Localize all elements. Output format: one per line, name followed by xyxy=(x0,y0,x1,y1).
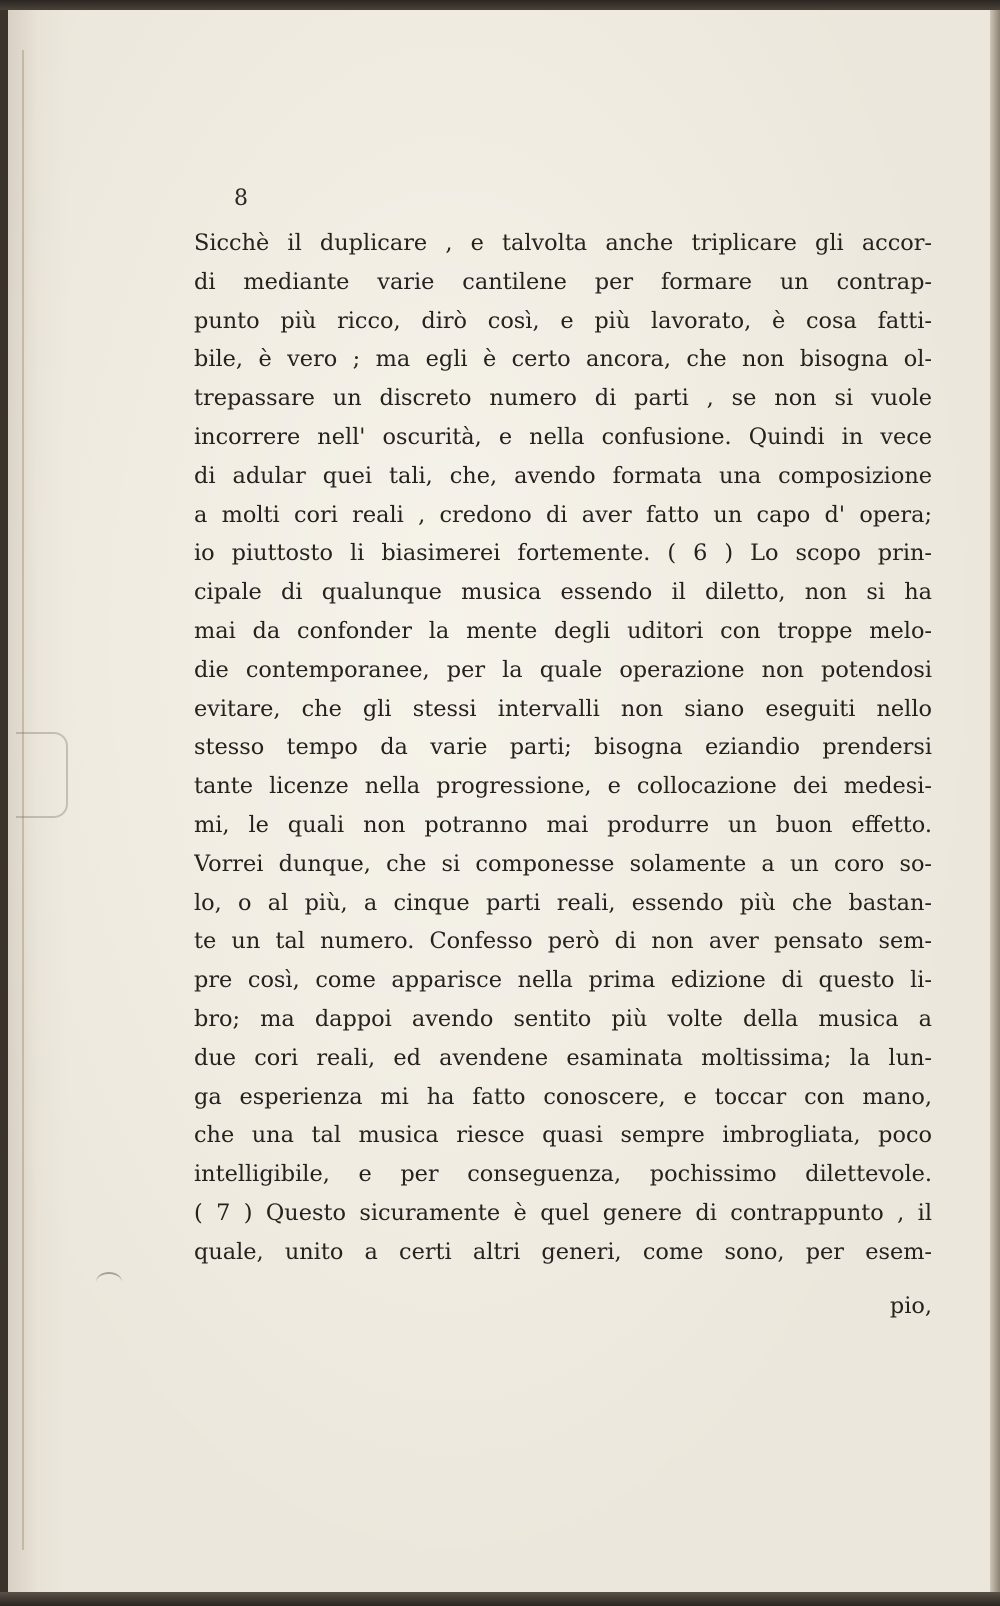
text-line: trepassare un discreto numero di parti , se non si vuole xyxy=(194,385,932,412)
text-line: Vorrei dunque, che si componesse solamente a un coro so- xyxy=(194,850,932,877)
text-line: di adular quei tali, che, avendo formata una composizione xyxy=(194,462,932,489)
text-line: cipale di qualunque musica essendo il diletto, non si ha xyxy=(194,579,932,606)
text-line: intelligibile, e per conseguenza, pochissimo dilettevole. xyxy=(194,1161,932,1188)
text-line: evitare, che gli stessi intervalli non siano eseguiti nello xyxy=(194,695,932,722)
scan-top-edge xyxy=(0,0,1000,10)
page-number: 8 xyxy=(234,186,248,211)
text-line: quale, unito a certi altri generi, come sono, per esem- xyxy=(194,1238,932,1265)
page-edge-right xyxy=(990,10,1000,1592)
ink-smudge xyxy=(96,1272,122,1292)
text-line: ( 7 ) Questo sicuramente è quel genere di contrappunto , il xyxy=(194,1199,932,1226)
text-line: lo, o al più, a cinque parti reali, essendo più che bastan- xyxy=(194,889,932,916)
text-line: te un tal numero. Confesso però di non aver pensato sem- xyxy=(194,928,932,955)
text-line: Sicchè il duplicare , e talvolta anche triplicare gli accor- xyxy=(194,230,932,256)
text-line: pre così, come apparisce nella prima edizione di questo li- xyxy=(194,967,932,994)
text-line: bile, è vero ; ma egli è certo ancora, che non bisogna ol- xyxy=(194,346,932,373)
text-line: punto più ricco, dirò così, e più lavorato, è cosa fatti- xyxy=(194,307,932,334)
body-text xyxy=(194,224,932,1272)
text-line: mai da confonder la mente degli uditori con troppe melo- xyxy=(194,617,932,644)
text-line: a molti cori reali , credono di aver fatto un capo d' opera; xyxy=(194,501,932,528)
text-line: ga esperienza mi ha fatto conoscere, e toccar con mano, xyxy=(194,1083,932,1110)
text-line: di mediante varie cantilene per formare un contrap- xyxy=(194,268,932,295)
text-line: tante licenze nella progressione, e collocazione dei medesi- xyxy=(194,773,932,800)
text-line: die contemporanee, per la quale operazione non potendosi xyxy=(194,656,932,683)
text-line: che una tal musica riesce quasi sempre imbrogliata, poco xyxy=(194,1122,932,1149)
catchword: pio, xyxy=(889,1293,932,1319)
binding-tab-mark xyxy=(16,732,68,818)
scan-bottom-edge xyxy=(0,1592,1000,1606)
text-line: incorrere nell' oscurità, e nella confusione. Quindi in vece xyxy=(194,423,932,450)
text-line: stesso tempo da varie parti; bisogna eziandio prendersi xyxy=(194,734,932,761)
text-line: bro; ma dappoi avendo sentito più volte della musica a xyxy=(194,1005,932,1032)
text-line: io piuttosto li biasimerei fortemente. ( 6 ) Lo scopo prin- xyxy=(194,540,932,567)
text-line: mi, le quali non potranno mai produrre un buon effetto. xyxy=(194,811,932,838)
text-line: due cori reali, ed avendene esaminata moltissima; la lun- xyxy=(194,1044,932,1071)
